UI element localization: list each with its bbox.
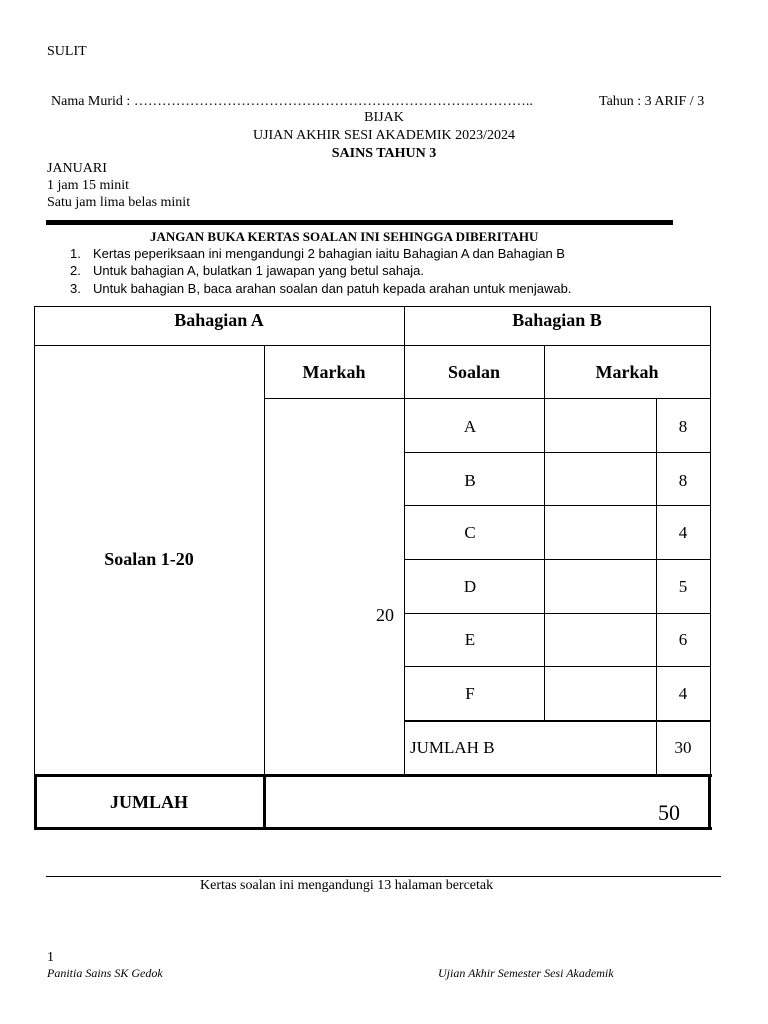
page-count-note: Kertas soalan ini mengandungi 13 halaman bercetak [200,878,494,893]
header-divider [46,220,673,225]
exam-duration: 1 jam 15 minit [47,178,130,193]
instruction-2-text: Untuk bahagian A, bulatkan 1 jawapan yang betul sahaja. [93,263,425,278]
instruction-1-num: 1. [70,246,81,261]
total-b-label: JUMLAH B [410,738,495,757]
part-b-marks-b: 8 [678,471,688,490]
page-number: 1 [47,950,54,965]
part-a-marks-header: Markah [302,362,366,382]
footer-divider [46,876,721,877]
footer-right-note: Ujian Akhir Semester Sesi Akademik [438,966,614,980]
part-b-question-header: Soalan [447,362,501,382]
instruction-3-text: Untuk bahagian B, baca arahan soalan dan patuh kepada arahan untuk menjawab. [93,281,572,296]
part-a-questions: Soalan 1-20 [104,549,194,569]
part-a-marks: 20 [376,605,394,625]
total-b-value: 30 [674,738,692,757]
footer-left-note: Panitia Sains SK Gedok [47,966,163,980]
instruction-1-text: Kertas peperiksaan ini mengandungi 2 bahagian iaitu Bahagian A dan Bahagian B [93,246,565,261]
instruction-2-num: 2. [70,263,81,278]
exam-duration-words: Satu jam lima belas minit [47,195,191,210]
part-b-marks-header: Markah [595,362,659,382]
school-line: BIJAK [364,110,404,125]
part-b-question-d: D [463,577,477,596]
part-b-header: Bahagian B [512,310,602,330]
part-b-marks-c: 4 [678,523,688,542]
part-b-marks-e: 6 [678,630,688,649]
part-b-marks-f: 4 [678,684,688,703]
subject-title: SAINS TAHUN 3 [331,146,437,161]
part-b-question-f: F [465,684,475,703]
exam-month: JANUARI [47,161,107,176]
total-value: 50 [658,800,680,825]
part-b-marks-d: 5 [678,577,688,596]
exam-title: UJIAN AKHIR SESI AKADEMIK 2023/2024 [252,128,516,143]
instruction-3-num: 3. [70,281,81,296]
student-name-field: Nama Murid : ………………………………………………………………………….. [51,94,533,109]
part-b-question-a: A [463,417,477,436]
year-class: Tahun : 3 ARIF / 3 [599,94,705,109]
part-b-question-b: B [464,471,476,490]
part-b-question-e: E [464,630,476,649]
part-b-marks-a: 8 [678,417,688,436]
instructions-title: JANGAN BUKA KERTAS SOALAN INI SEHINGGA DIBERITAHU [150,229,539,244]
total-label: JUMLAH [110,792,188,812]
part-a-header: Bahagian A [174,310,264,330]
confidential-label: SULIT [47,44,87,59]
part-b-question-c: C [464,523,476,542]
